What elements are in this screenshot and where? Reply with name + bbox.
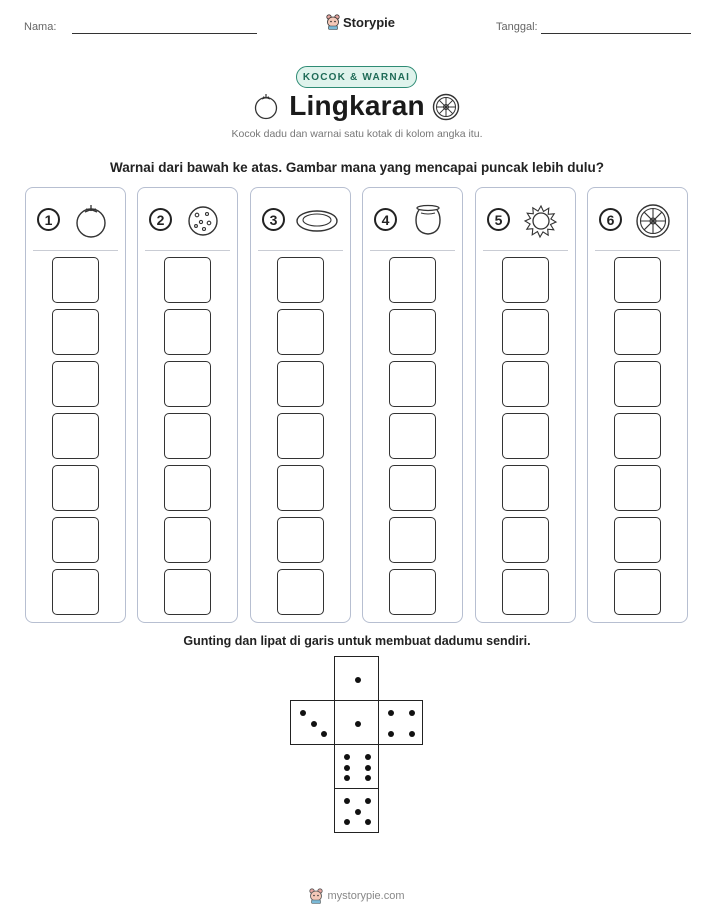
color-box[interactable] (389, 257, 436, 303)
brand-name: Storypie (343, 14, 396, 30)
column-divider (258, 250, 343, 251)
color-box[interactable] (614, 569, 661, 615)
color-box[interactable] (614, 309, 661, 355)
color-box[interactable] (52, 361, 99, 407)
pot-icon (409, 203, 447, 239)
column-number: 3 (262, 208, 285, 231)
wheel-icon (634, 203, 672, 239)
column-1 (25, 187, 126, 623)
dice-pip (365, 798, 371, 804)
dice-pip (355, 721, 361, 727)
color-box[interactable] (502, 413, 549, 459)
color-box[interactable] (52, 309, 99, 355)
column-divider (483, 250, 568, 251)
color-box[interactable] (277, 257, 324, 303)
column-number: 6 (599, 208, 622, 231)
column-number: 1 (37, 208, 60, 231)
color-box[interactable] (52, 465, 99, 511)
dice-face-lower (334, 744, 379, 789)
column-divider (33, 250, 118, 251)
dice-pip (300, 710, 306, 716)
dice-pip (409, 731, 415, 737)
dice-pip (311, 721, 317, 727)
brand-logo (326, 14, 395, 30)
color-box[interactable] (277, 569, 324, 615)
color-box[interactable] (164, 465, 211, 511)
color-box[interactable] (614, 413, 661, 459)
dice-pip (344, 775, 350, 781)
color-box[interactable] (389, 309, 436, 355)
color-box[interactable] (277, 361, 324, 407)
color-box[interactable] (52, 257, 99, 303)
dice-pip (365, 765, 371, 771)
dice-face-right (378, 700, 423, 745)
column-3 (250, 187, 351, 623)
name-label: Nama: (24, 21, 57, 33)
color-box[interactable] (502, 517, 549, 563)
color-box[interactable] (164, 413, 211, 459)
footer-url[interactable]: mystorypie.com (327, 890, 405, 902)
color-box[interactable] (164, 361, 211, 407)
color-box[interactable] (52, 413, 99, 459)
color-box[interactable] (389, 413, 436, 459)
dice-pip (409, 710, 415, 716)
column-number: 4 (374, 208, 397, 231)
sun-icon (522, 203, 560, 239)
color-box[interactable] (614, 361, 661, 407)
color-box[interactable] (389, 517, 436, 563)
dice-pip (388, 731, 394, 737)
color-box[interactable] (277, 413, 324, 459)
activity-badge: KOCOK & WARNAI (296, 66, 417, 88)
color-box[interactable] (52, 517, 99, 563)
dice-face-top (334, 656, 379, 701)
color-box[interactable] (277, 465, 324, 511)
date-label: Tanggal: (496, 21, 538, 33)
cookie-icon (184, 203, 222, 239)
dice-pip (365, 754, 371, 760)
cut-instruction: Gunting dan lipat di garis untuk membuat dadumu sendiri. (183, 634, 531, 648)
dice-pip (344, 819, 350, 825)
column-6 (587, 187, 688, 623)
color-box[interactable] (164, 257, 211, 303)
footer (0, 888, 714, 904)
color-box[interactable] (502, 361, 549, 407)
coloring-instruction: Warnai dari bawah ke atas. Gambar mana yang mencapai puncak lebih dulu? (110, 160, 604, 175)
dice-pip (321, 731, 327, 737)
color-box[interactable] (502, 257, 549, 303)
column-number: 5 (487, 208, 510, 231)
page-title: Lingkaran (289, 90, 425, 121)
date-line[interactable] (541, 33, 691, 34)
column-4 (362, 187, 463, 623)
dice-pip (365, 819, 371, 825)
dice-pip (365, 775, 371, 781)
dice-pip (388, 710, 394, 716)
dice-pip (344, 765, 350, 771)
color-box[interactable] (277, 517, 324, 563)
dice-pip (355, 677, 361, 683)
name-line[interactable] (72, 33, 257, 34)
tomato-icon (72, 203, 110, 239)
dice-pip (344, 798, 350, 804)
color-box[interactable] (502, 465, 549, 511)
color-box[interactable] (614, 517, 661, 563)
color-box[interactable] (52, 569, 99, 615)
color-box[interactable] (502, 569, 549, 615)
column-number: 2 (149, 208, 172, 231)
column-divider (145, 250, 230, 251)
color-box[interactable] (502, 309, 549, 355)
column-5 (475, 187, 576, 623)
color-box[interactable] (389, 569, 436, 615)
color-box[interactable] (389, 361, 436, 407)
column-divider (595, 250, 680, 251)
dice-face-center (334, 700, 379, 745)
dice-pip (355, 809, 361, 815)
dice-pip (344, 754, 350, 760)
dice-face-bottom (334, 788, 379, 833)
color-box[interactable] (164, 517, 211, 563)
color-box[interactable] (277, 309, 324, 355)
plate-icon (295, 203, 339, 239)
title-wheel-icon (432, 93, 460, 121)
storypie-mascot-icon (326, 14, 340, 30)
color-box[interactable] (614, 465, 661, 511)
dice-face-left (290, 700, 335, 745)
column-2 (137, 187, 238, 623)
storypie-mascot-icon (309, 888, 323, 904)
color-box[interactable] (389, 465, 436, 511)
column-divider (370, 250, 455, 251)
color-box[interactable] (164, 569, 211, 615)
color-box[interactable] (614, 257, 661, 303)
page-subtitle: Kocok dadu dan warnai satu kotak di kolom angka itu. (231, 128, 483, 140)
color-box[interactable] (164, 309, 211, 355)
